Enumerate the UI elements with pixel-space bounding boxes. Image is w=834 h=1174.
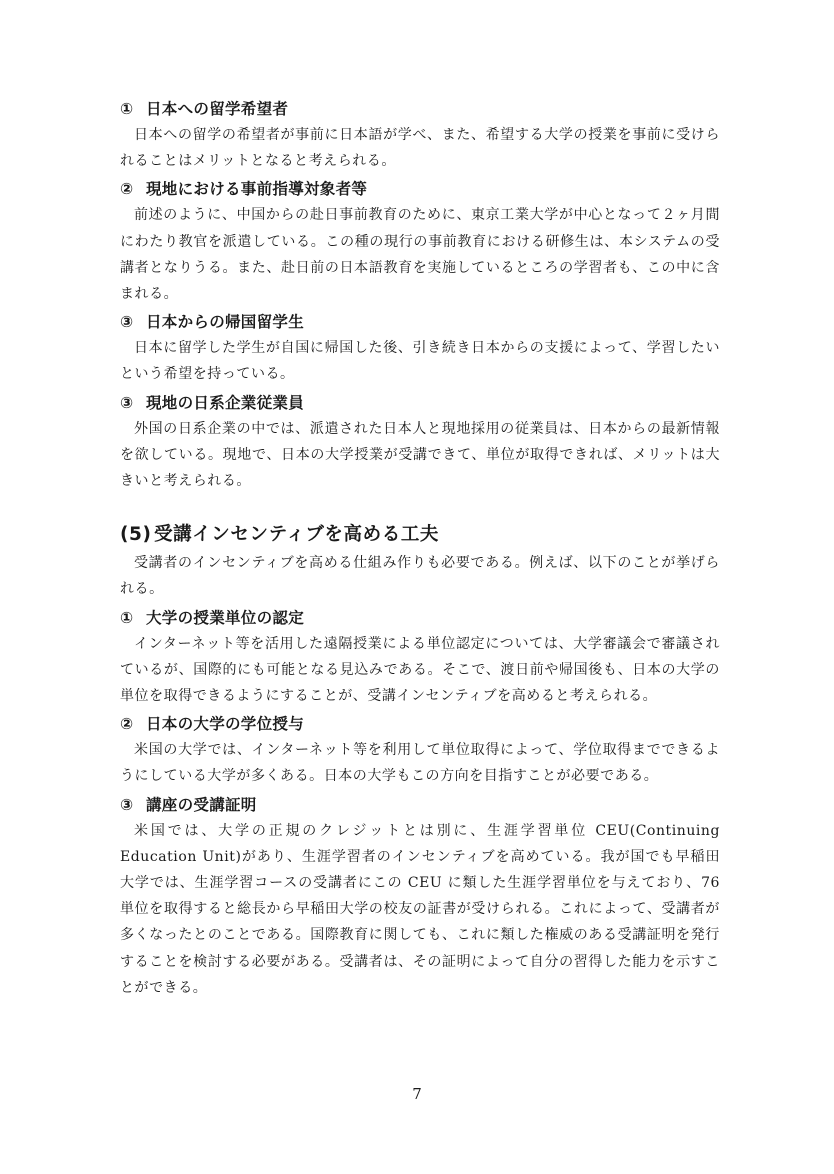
item-heading-text: 日本への留学希望者 bbox=[146, 100, 289, 118]
item-paragraph: 米国では、大学の正規のクレジットとは別に、生涯学習単位 CEU(Continuing Education Unit)があり、生涯学習者のインセンティブを高めている。我が国でも早稲田大学では、生涯学習コースの受講者にこの CEU に類した生涯学習単位を与えており、76 単位を取得すると総長から早稲田大学の校友の証書が受けられる。これによって、受講者が多くなったとのことである。国際教育に関しても、これに類した権威のある受講証明を発行することを検討する必要がある。受講者は、その証明によって自分の習得した能力を示すことができる。 bbox=[120, 822, 720, 996]
item-number: ① bbox=[120, 100, 134, 118]
item-paragraph: 米国の大学では、インターネット等を利用して単位取得によって、学位取得までできるようにしている大学が多くある。日本の大学もこの方向を目指すことが必要である。 bbox=[120, 742, 720, 785]
item-heading-text: 日本からの帰国留学生 bbox=[146, 313, 305, 332]
item-number: ① bbox=[120, 608, 134, 627]
item-heading-text: 大学の授業単位の認定 bbox=[146, 608, 305, 627]
item-number: ② bbox=[120, 715, 134, 734]
item-heading-text: 現地における事前指導対象者等 bbox=[146, 180, 368, 199]
item-heading-text: 日本の大学の学位授与 bbox=[146, 715, 305, 734]
item-paragraph: 前述のように、中国からの赴日事前教育のために、東京工業大学が中心となって２ヶ月間にわたり教官を派遣している。この種の現行の事前教育における研修生は、本システムの受講者となりうる。また、赴日前の日本語教育を実施しているところの学習者も、この中に含まれる。 bbox=[120, 207, 720, 303]
item-heading-text: 講座の受講証明 bbox=[146, 795, 257, 814]
item-heading-local-employees bbox=[120, 390, 720, 416]
item-number: ③ bbox=[120, 313, 134, 332]
section-number: (5) bbox=[120, 524, 152, 546]
section-heading bbox=[120, 520, 720, 550]
item-number: ② bbox=[120, 180, 134, 199]
item-heading-credit-recognition bbox=[120, 605, 720, 631]
section-title: 受講インセンティブを高める工夫 bbox=[154, 524, 440, 546]
item-heading-text: 現地の日系企業従業員 bbox=[146, 393, 305, 412]
page-number: 7 bbox=[412, 1085, 422, 1103]
section-intro: 受講者のインセンティブを高める仕組み作りも必要である。例えば、以下のことが挙げられる。 bbox=[120, 555, 720, 598]
page-content bbox=[120, 96, 720, 1003]
item-paragraph: 日本への留学の希望者が事前に日本語が学べ、また、希望する大学の授業を事前に受けられることはメリットとなると考えられる。 bbox=[120, 127, 720, 170]
item-number: ③ bbox=[120, 393, 134, 412]
item-paragraph: インターネット等を活用した遠隔授業による単位認定については、大学審議会で審議されているが、国際的にも可能となる見込みである。そこで、渡日前や帰国後も、日本の大学の単位を取得できるようにすることが、受講インセンティブを高めると考えられる。 bbox=[120, 635, 720, 705]
item-heading-returnees bbox=[120, 309, 720, 335]
item-paragraph: 外国の日系企業の中では、派遣された日本人と現地採用の従業員は、日本からの最新情報を欲している。現地で、日本の大学授業が受講できて、単位が取得できれば、メリットは大きいと考えられる。 bbox=[120, 420, 720, 490]
item-heading-course-certificate bbox=[120, 792, 720, 818]
item-paragraph: 日本に留学した学生が自国に帰国した後、引き続き日本からの支援によって、学習したいという希望を持っている。 bbox=[120, 340, 720, 383]
item-number: ③ bbox=[120, 795, 134, 814]
item-heading-prior-guidance bbox=[120, 176, 720, 202]
item-heading-overseas-students bbox=[120, 96, 720, 122]
item-heading-degree-award bbox=[120, 711, 720, 737]
